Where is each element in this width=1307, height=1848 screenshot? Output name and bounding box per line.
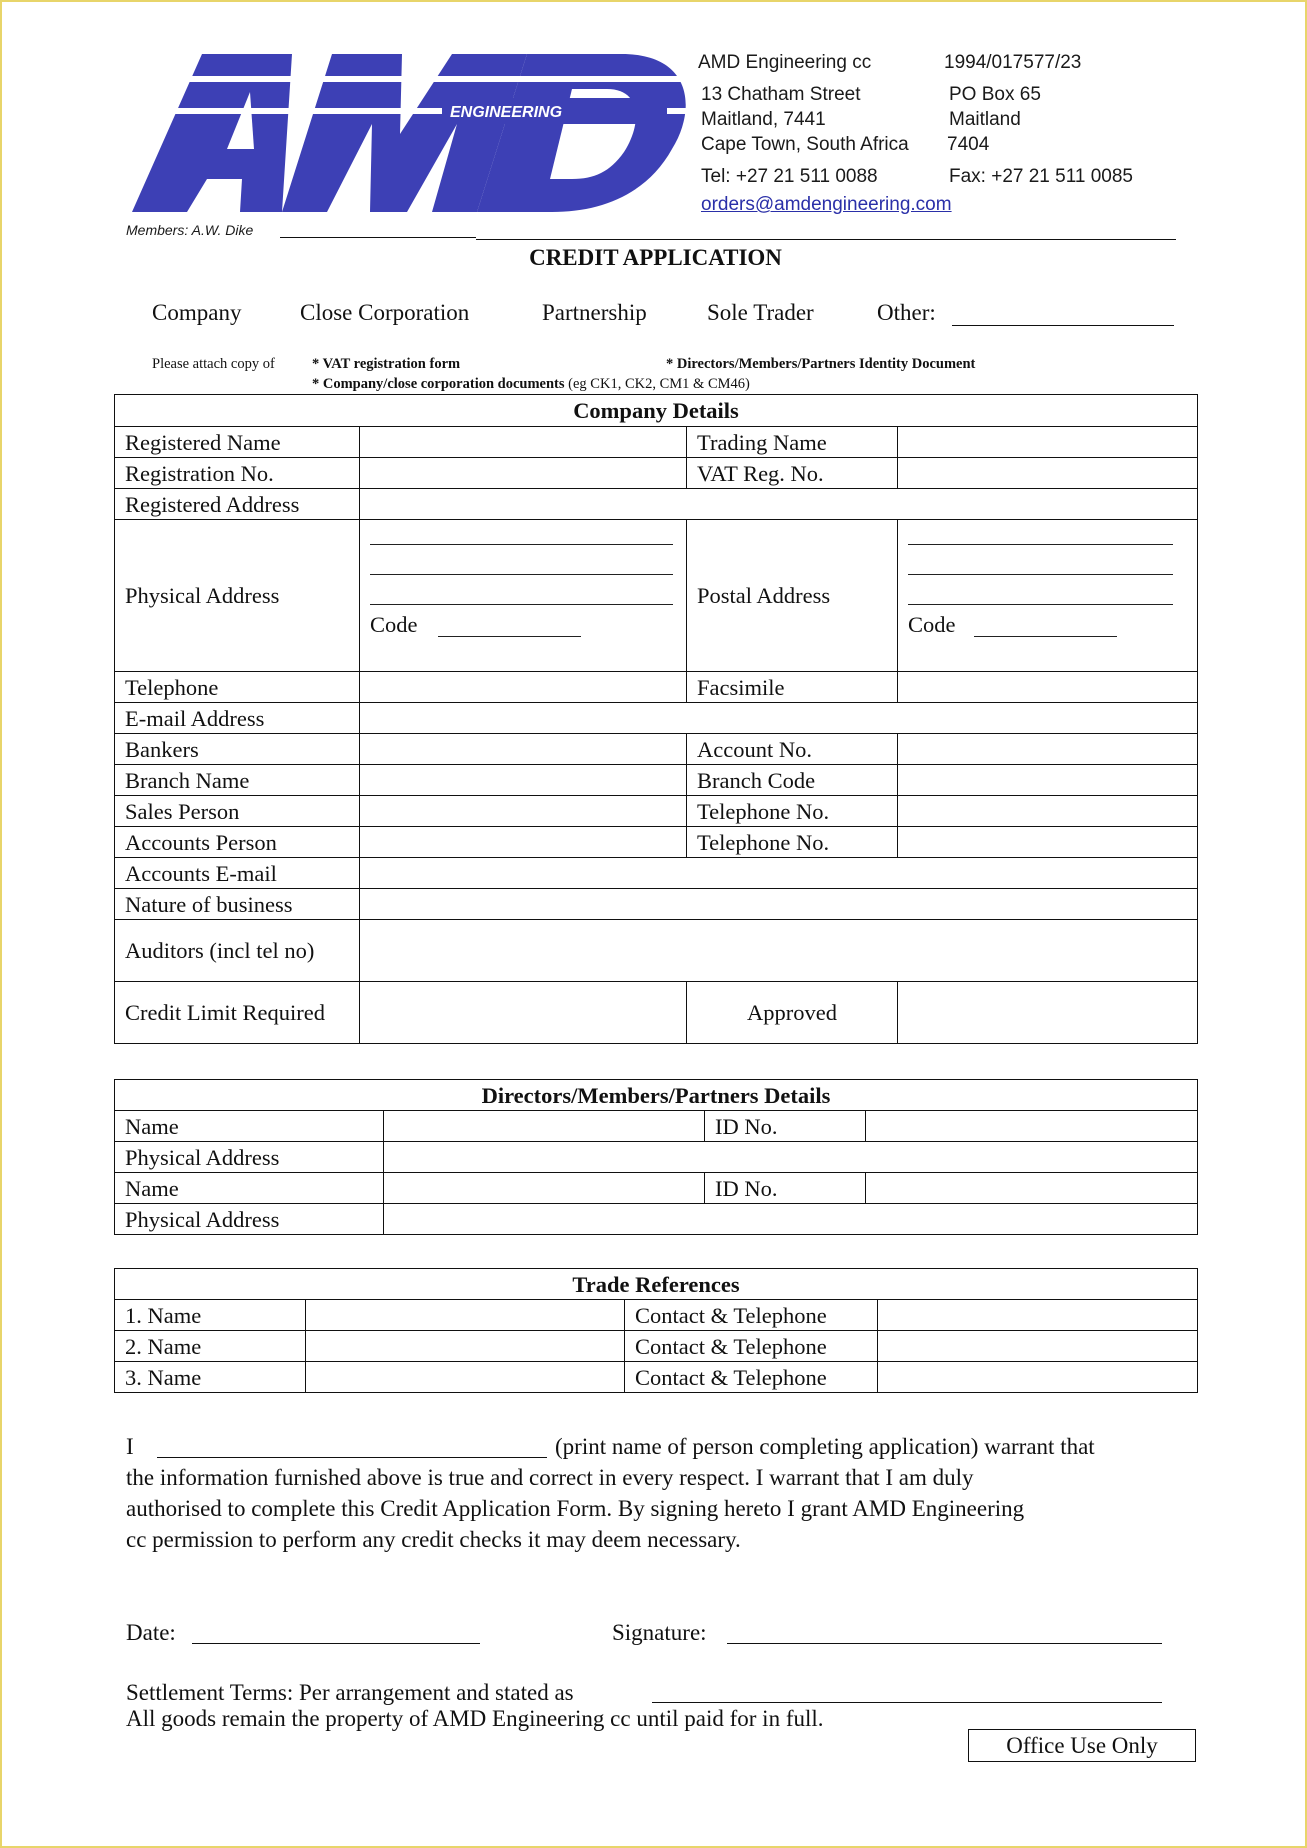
- postal-code-line[interactable]: [974, 636, 1117, 637]
- street-address: 13 Chatham Street: [701, 84, 861, 105]
- settlement-terms: Settlement Terms: Per arrangement and stated as: [126, 1680, 574, 1705]
- date-line[interactable]: [192, 1643, 480, 1644]
- label-accounts-telephone-no: Telephone No.: [687, 827, 898, 858]
- city: Cape Town, South Africa: [701, 134, 909, 155]
- input-director-1-name[interactable]: [384, 1111, 705, 1142]
- label-accounts-email: Accounts E-mail: [115, 858, 360, 889]
- input-account-no[interactable]: [898, 734, 1198, 765]
- registration-number: 1994/017577/23: [944, 52, 1082, 73]
- label-registered-address: Registered Address: [115, 489, 360, 520]
- email-link[interactable]: orders@amdengineering.com: [701, 194, 952, 215]
- label-sales-telephone-no: Telephone No.: [687, 796, 898, 827]
- input-reference-3-contact[interactable]: [878, 1362, 1198, 1393]
- office-use-only-box: Office Use Only: [968, 1729, 1196, 1762]
- physical-code-line[interactable]: [438, 636, 581, 637]
- input-facsimile[interactable]: [898, 672, 1198, 703]
- postal-code-label: Code: [908, 612, 956, 637]
- label-credit-limit: Credit Limit Required: [115, 982, 360, 1044]
- declaration-line-2: the information furnished above is true and correct in every respect. I warrant that I am duly: [126, 1465, 974, 1490]
- company-details-heading: Company Details: [115, 395, 1198, 427]
- input-credit-limit[interactable]: [360, 982, 687, 1044]
- label-director-1-address: Physical Address: [115, 1142, 384, 1173]
- label-email-address: E-mail Address: [115, 703, 360, 734]
- label-vat-reg-no: VAT Reg. No.: [687, 458, 898, 489]
- label-postal-address: Postal Address: [687, 520, 898, 672]
- label-sales-person: Sales Person: [115, 796, 360, 827]
- input-trading-name[interactable]: [898, 427, 1198, 458]
- postal-address-line-3[interactable]: [908, 604, 1173, 605]
- print-name-line[interactable]: [157, 1457, 547, 1458]
- attach-identity: * Directors/Members/Partners Identity Document: [666, 356, 976, 372]
- declaration-line-3: authorised to complete this Credit Application Form. By signing hereto I grant AMD Engineering: [126, 1496, 1025, 1521]
- logo-subtext: ENGINEERING: [450, 104, 563, 121]
- input-director-2-address[interactable]: [384, 1204, 1198, 1235]
- physical-code-label: Code: [370, 612, 418, 637]
- attach-company-docs: [312, 376, 750, 393]
- label-reference-2-contact: Contact & Telephone: [625, 1331, 878, 1362]
- postal-address-line-1[interactable]: [908, 544, 1173, 545]
- input-reference-3-name[interactable]: [306, 1362, 625, 1393]
- trade-references-table: [114, 1268, 1198, 1393]
- label-bankers: Bankers: [115, 734, 360, 765]
- input-registered-name[interactable]: [360, 427, 687, 458]
- date-label: Date:: [126, 1620, 176, 1645]
- attach-vat: * VAT registration form: [312, 356, 461, 372]
- input-registered-address[interactable]: [360, 489, 1198, 520]
- label-director-2-id: ID No.: [705, 1173, 866, 1204]
- po-code: 7404: [947, 134, 990, 155]
- input-nature-of-business[interactable]: [360, 889, 1198, 920]
- label-reference-1-name: 1. Name: [115, 1300, 306, 1331]
- input-sales-person[interactable]: [360, 796, 687, 827]
- form-title: CREDIT APPLICATION: [529, 245, 782, 270]
- input-approved[interactable]: [898, 982, 1198, 1044]
- type-other[interactable]: Other:: [877, 300, 936, 325]
- company-name: AMD Engineering cc: [698, 52, 872, 73]
- label-reference-1-contact: Contact & Telephone: [625, 1300, 878, 1331]
- attach-label: Please attach copy of: [152, 356, 275, 372]
- input-sales-telephone-no[interactable]: [898, 796, 1198, 827]
- label-auditors: Auditors (incl tel no): [115, 920, 360, 982]
- amd-engineering-logo: [132, 54, 687, 212]
- trade-references-heading: Trade References: [115, 1269, 1198, 1300]
- input-accounts-person[interactable]: [360, 827, 687, 858]
- input-bankers[interactable]: [360, 734, 687, 765]
- input-reference-1-name[interactable]: [306, 1300, 625, 1331]
- physical-address-line-3[interactable]: [370, 604, 673, 605]
- declaration-line-4: cc permission to perform any credit checks it may deem necessary.: [126, 1527, 741, 1552]
- input-reference-1-contact[interactable]: [878, 1300, 1198, 1331]
- directors-heading: Directors/Members/Partners Details: [115, 1080, 1198, 1111]
- signature-line[interactable]: [727, 1643, 1162, 1644]
- label-reference-2-name: 2. Name: [115, 1331, 306, 1362]
- type-sole-trader[interactable]: Sole Trader: [707, 300, 814, 325]
- label-accounts-person: Accounts Person: [115, 827, 360, 858]
- label-branch-name: Branch Name: [115, 765, 360, 796]
- input-vat-reg-no[interactable]: [898, 458, 1198, 489]
- input-branch-code[interactable]: [898, 765, 1198, 796]
- input-reference-2-name[interactable]: [306, 1331, 625, 1362]
- label-facsimile: Facsimile: [687, 672, 898, 703]
- label-director-1-id: ID No.: [705, 1111, 866, 1142]
- label-trading-name: Trading Name: [687, 427, 898, 458]
- physical-address-line-2[interactable]: [370, 574, 673, 575]
- members-line: [280, 237, 476, 238]
- label-branch-code: Branch Code: [687, 765, 898, 796]
- po-box: PO Box 65: [949, 84, 1041, 105]
- attach-company-docs-rest: (eg CK1, CK2, CM1 & CM46): [564, 376, 750, 392]
- input-auditors[interactable]: [360, 920, 1198, 982]
- po-suburb: Maitland: [949, 109, 1021, 130]
- label-account-no: Account No.: [687, 734, 898, 765]
- input-director-1-id[interactable]: [866, 1111, 1198, 1142]
- label-director-2-address: Physical Address: [115, 1204, 384, 1235]
- header-rule: [476, 239, 1176, 240]
- input-director-2-name[interactable]: [384, 1173, 705, 1204]
- attach-company-docs-bold: * Company/close corporation documents: [312, 376, 565, 392]
- label-reference-3-contact: Contact & Telephone: [625, 1362, 878, 1393]
- type-partnership[interactable]: Partnership: [542, 300, 647, 325]
- members: Members: A.W. Dike: [126, 222, 254, 238]
- label-director-1-name: Name: [115, 1111, 384, 1142]
- suburb: Maitland, 7441: [701, 109, 826, 130]
- label-registration-no: Registration No.: [115, 458, 360, 489]
- other-line[interactable]: [952, 325, 1174, 326]
- physical-address-line-1[interactable]: [370, 544, 673, 545]
- input-email-address[interactable]: [360, 703, 1198, 734]
- input-reference-2-contact[interactable]: [878, 1331, 1198, 1362]
- company-details-table: [114, 394, 1198, 1044]
- postal-address-line-2[interactable]: [908, 574, 1173, 575]
- signature-label: Signature:: [612, 1620, 707, 1645]
- ownership-clause: All goods remain the property of AMD Engineering cc until paid for in full.: [126, 1706, 824, 1731]
- label-reference-3-name: 3. Name: [115, 1362, 306, 1393]
- label-nature-of-business: Nature of business: [115, 889, 360, 920]
- input-registration-no[interactable]: [360, 458, 687, 489]
- input-director-1-address[interactable]: [384, 1142, 1198, 1173]
- input-postal-address[interactable]: [898, 520, 1198, 672]
- declaration-prefix: I: [126, 1434, 134, 1459]
- declaration-suffix: (print name of person completing application) warrant that: [555, 1434, 1095, 1459]
- directors-table: [114, 1079, 1198, 1235]
- input-telephone[interactable]: [360, 672, 687, 703]
- fax: Fax: +27 21 511 0085: [949, 166, 1133, 187]
- input-branch-name[interactable]: [360, 765, 687, 796]
- label-director-2-name: Name: [115, 1173, 384, 1204]
- label-telephone: Telephone: [115, 672, 360, 703]
- label-registered-name: Registered Name: [115, 427, 360, 458]
- telephone: Tel: +27 21 511 0088: [701, 166, 878, 187]
- label-physical-address: Physical Address: [115, 520, 360, 672]
- input-accounts-email[interactable]: [360, 858, 1198, 889]
- type-close-corporation[interactable]: Close Corporation: [300, 300, 470, 325]
- input-accounts-telephone-no[interactable]: [898, 827, 1198, 858]
- type-company[interactable]: Company: [152, 300, 242, 325]
- input-director-2-id[interactable]: [866, 1173, 1198, 1204]
- label-approved: Approved: [687, 982, 898, 1044]
- input-physical-address[interactable]: [360, 520, 687, 672]
